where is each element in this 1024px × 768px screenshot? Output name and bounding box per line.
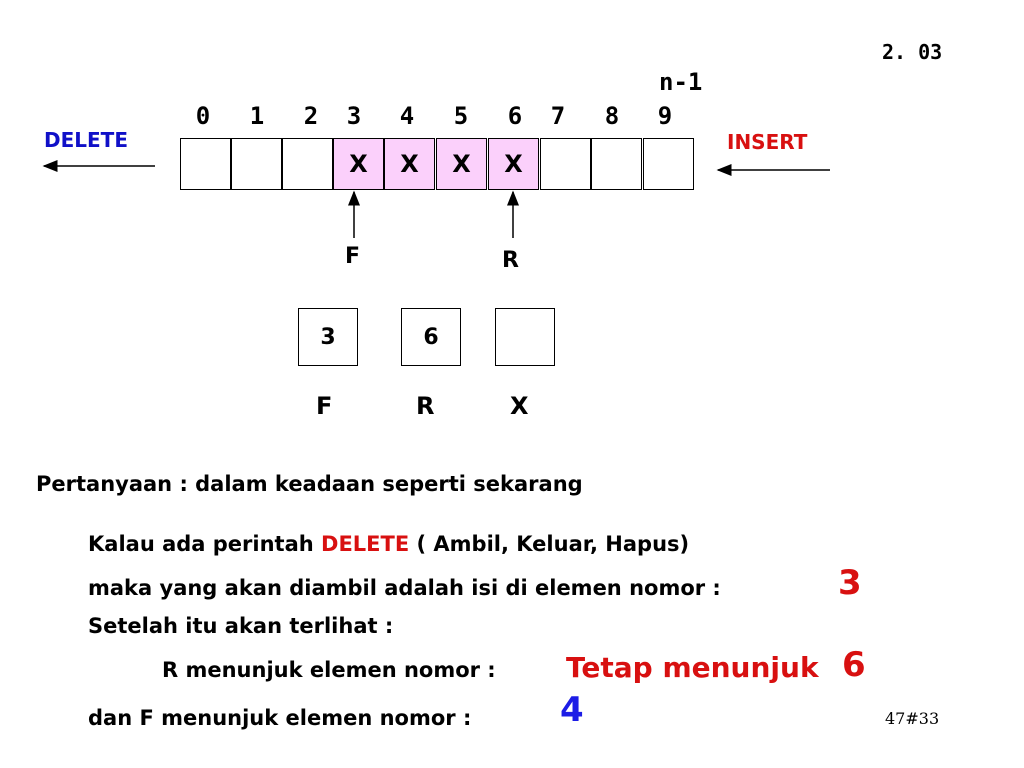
index-label: 0 — [195, 102, 211, 130]
insert-label: INSERT — [727, 130, 808, 154]
array-cell: X — [333, 138, 384, 190]
array-cell: X — [436, 138, 487, 190]
front-pointer-answer: 4 — [560, 690, 584, 730]
index-label: 3 — [346, 102, 362, 130]
index-label: 9 — [657, 102, 673, 130]
array-cell: X — [384, 138, 435, 190]
line-rear-pointer: R menunjuk elemen nomor : — [162, 658, 496, 682]
line-taken-element: maka yang akan diambil adalah isi di elemen nomor : — [88, 576, 721, 600]
front-variable-label: F — [316, 392, 333, 420]
line-delete-command — [88, 532, 689, 556]
slide-number: 2. 03 — [882, 40, 943, 64]
index-label: 6 — [507, 102, 523, 130]
rear-pointer-answer-text: Tetap menunjuk — [566, 651, 819, 684]
index-label: 2 — [303, 102, 319, 130]
index-label: 1 — [249, 102, 265, 130]
delete-label: DELETE — [44, 128, 128, 152]
rear-pointer-answer-number: 6 — [842, 645, 866, 685]
line-after-that: Setelah itu akan terlihat : — [88, 614, 394, 638]
question-text: Pertanyaan : dalam keadaan seperti sekarang — [36, 472, 583, 496]
line1-prefix: Kalau ada perintah — [88, 532, 322, 556]
front-pointer-label: F — [345, 244, 361, 269]
index-label: 5 — [453, 102, 469, 130]
index-label: 4 — [399, 102, 415, 130]
rear-variable-label: R — [416, 392, 435, 420]
footer-page-number: 47#33 — [885, 709, 940, 728]
x-variable-box — [495, 308, 555, 366]
line1-delete-keyword: DELETE — [321, 532, 410, 556]
x-variable-label: X — [510, 392, 529, 420]
taken-element-answer: 3 — [838, 563, 862, 603]
front-variable-box: 3 — [298, 308, 358, 366]
line1-suffix: ( Ambil, Keluar, Hapus) — [409, 532, 690, 556]
n-minus-1-label: n-1 — [659, 68, 703, 96]
array-cell: X — [488, 138, 539, 190]
index-label: 7 — [550, 102, 566, 130]
index-label: 8 — [604, 102, 620, 130]
line-front-pointer: dan F menunjuk elemen nomor : — [88, 706, 472, 730]
rear-variable-box: 6 — [401, 308, 461, 366]
rear-pointer-label: R — [502, 248, 519, 273]
